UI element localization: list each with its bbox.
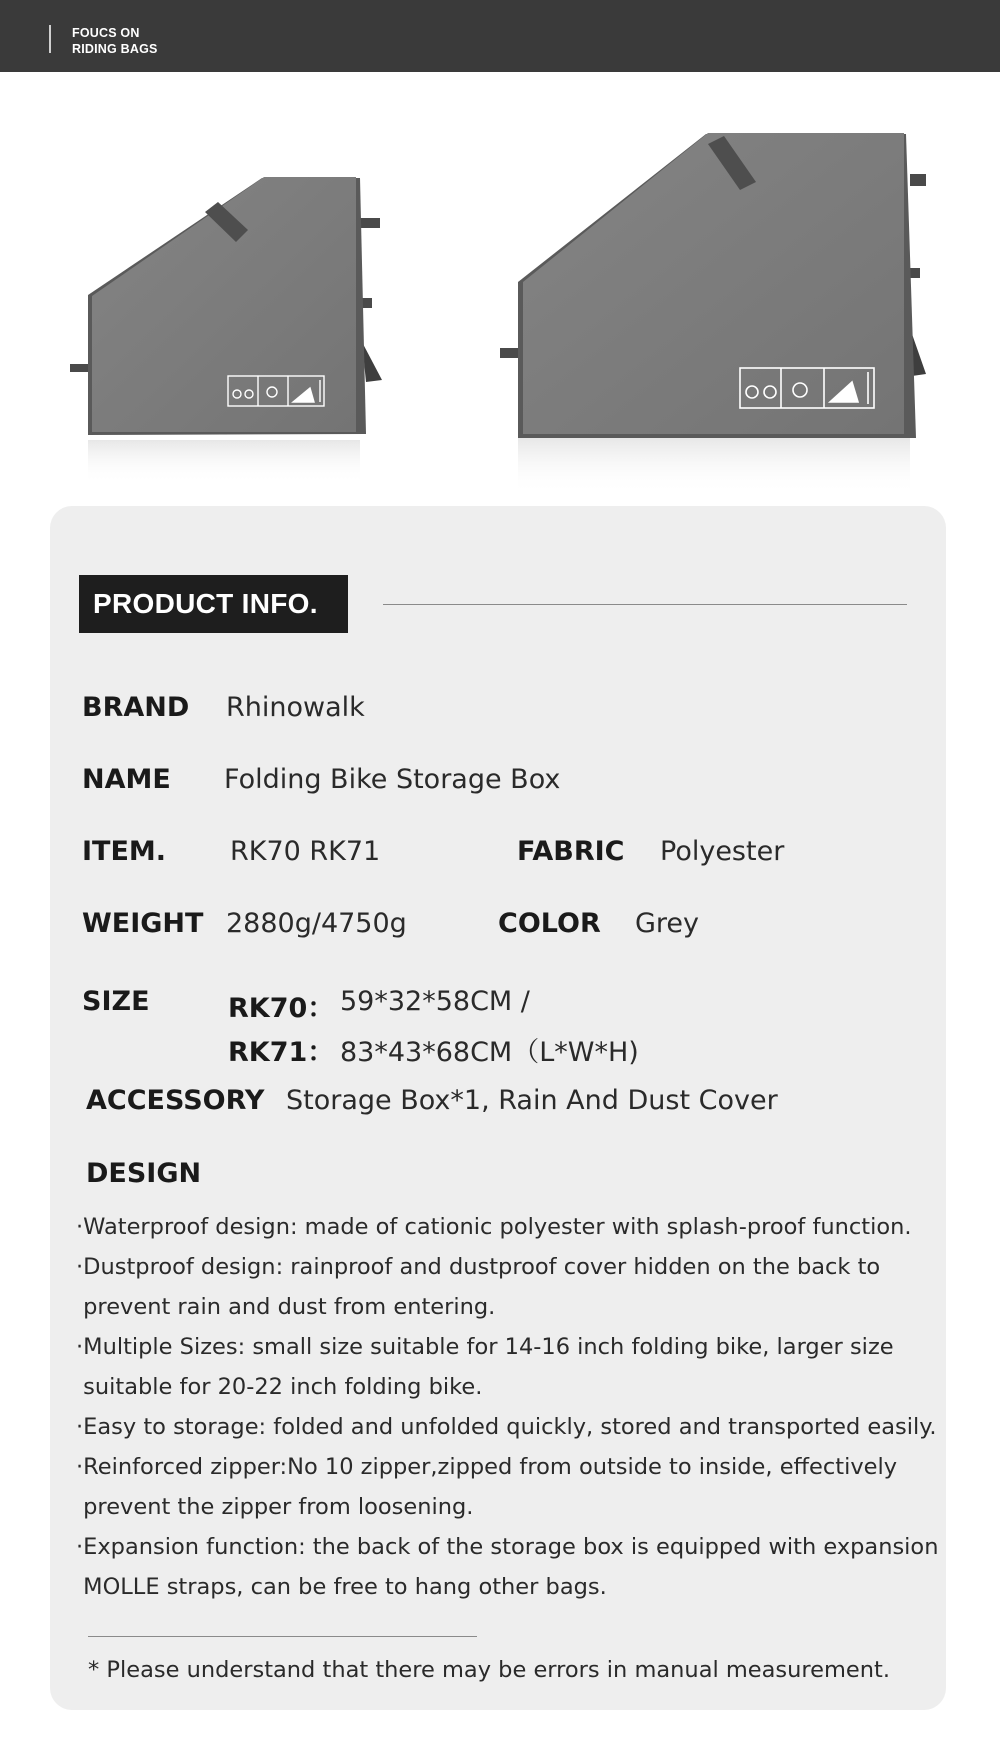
tagline-line-1: FOUCS ON	[72, 26, 140, 40]
design-line: ·Dustproof design: rainproof and dustproof cover hidden on the back to	[76, 1254, 881, 1280]
footnote-rule	[88, 1636, 477, 1637]
design-line: MOLLE straps, can be free to hang other bags.	[76, 1574, 607, 1600]
size-rk71-value: 83*43*68CM（L*W*H)	[340, 1037, 639, 1068]
item-value: RK70 RK71	[230, 836, 381, 867]
size-rk70-value: 59*32*58CM /	[340, 986, 530, 1017]
design-line: ·Waterproof design: made of cationic polyester with splash-proof function.	[76, 1214, 912, 1240]
design-bullet-list	[76, 1207, 946, 1607]
section-label: PRODUCT INFO.	[79, 575, 348, 633]
small-storage-box	[70, 177, 382, 484]
size-rk70-label: RK70：	[228, 993, 335, 1024]
color-label: COLOR	[498, 908, 601, 939]
product-photo	[0, 72, 1000, 512]
banner-divider	[49, 25, 51, 53]
section-rule	[383, 604, 907, 605]
design-line: ·Reinforced zipper:No 10 zipper,zipped from outside to inside, effectively	[76, 1454, 898, 1480]
banner-tagline	[72, 25, 158, 57]
brand-label: BRAND	[82, 692, 190, 723]
brand-value: Rhinowalk	[226, 692, 365, 723]
footnote: * Please understand that there may be errors in manual measurement.	[88, 1657, 891, 1683]
top-banner	[0, 0, 1000, 72]
accessory-label: ACCESSORY	[86, 1085, 265, 1116]
large-storage-box	[500, 133, 926, 494]
design-line: suitable for 20-22 inch folding bike.	[76, 1374, 483, 1400]
design-line: prevent the zipper from loosening.	[76, 1494, 474, 1520]
name-label: NAME	[82, 764, 171, 795]
fabric-value: Polyester	[660, 836, 785, 867]
fabric-label: FABRIC	[517, 836, 625, 867]
size-rk71-label: RK71：	[228, 1037, 335, 1068]
tagline-line-2: RIDING BAGS	[72, 42, 158, 56]
design-line: prevent rain and dust from entering.	[76, 1294, 496, 1320]
item-label: ITEM.	[82, 836, 167, 867]
design-line: ·Easy to storage: folded and unfolded quickly, stored and transported easily.	[76, 1414, 937, 1440]
color-value: Grey	[635, 908, 700, 939]
accessory-value: Storage Box*1, Rain And Dust Cover	[286, 1085, 778, 1116]
size-label: SIZE	[82, 986, 150, 1017]
weight-value: 2880g/4750g	[226, 908, 407, 939]
name-value: Folding Bike Storage Box	[224, 764, 561, 795]
design-line: ·Expansion function: the back of the storage box is equipped with expansion	[76, 1534, 939, 1560]
design-label: DESIGN	[86, 1158, 202, 1189]
design-line: ·Multiple Sizes: small size suitable for 14-16 inch folding bike, larger size	[76, 1334, 894, 1360]
weight-label: WEIGHT	[82, 908, 204, 939]
